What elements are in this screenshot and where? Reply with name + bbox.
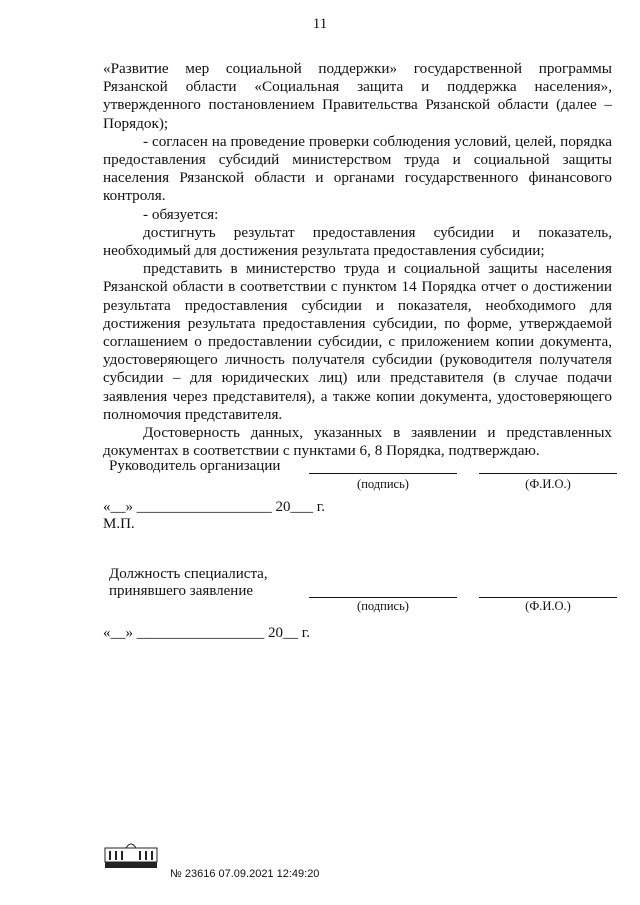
sig2-date: «__» _________________ 20__ г. bbox=[103, 625, 310, 641]
sig1-caption-signature: (подпись) bbox=[357, 477, 409, 491]
sig2-label-line2: принявшего заявление bbox=[109, 583, 254, 599]
sig1-name-line bbox=[479, 473, 617, 474]
document-registration-id: № 23616 07.09.2021 12:49:20 bbox=[170, 868, 320, 880]
paragraph-2: - согласен на проведение проверки соблюдения условий, целей, порядка предоставления субсидий министерством труда и социальной защиты населения Рязанской области и органами государственного финансового контроля. bbox=[103, 132, 612, 205]
paragraph-1: «Развитие мер социальной поддержки» государственной программы Рязанской области «Социальная защита и поддержка населения», утвержденного постановлением Правительства Рязанской области (далее – Порядок); bbox=[103, 60, 612, 132]
registry-logo-icon bbox=[104, 840, 158, 870]
sig2-name-line bbox=[479, 597, 617, 598]
sig2-label-line1: Должность специалиста, bbox=[109, 566, 268, 582]
sig1-caption-name: (Ф.И.О.) bbox=[525, 477, 571, 491]
sig2-caption-signature: (подпись) bbox=[357, 599, 409, 613]
paragraph-6: Достоверность данных, указанных в заявлении и представленных документах в соответствии с пунктами 6, 8 Порядка, подтверждаю. bbox=[103, 424, 612, 460]
sig1-date: «__» __________________ 20___ г. bbox=[103, 499, 325, 515]
page-number: 11 bbox=[312, 16, 328, 32]
sig2-caption-name: (Ф.И.О.) bbox=[525, 599, 571, 613]
paragraph-4: достигнуть результат предоставления субсидии и показатель, необходимый для достижения результата предоставления субсидии; bbox=[103, 223, 612, 260]
paragraph-5: представить в министерство труда и социальной защиты населения Рязанской области в соответствии с пунктом 14 Порядка отчет о достижении результата предоставления субсидии и показателя, необходимого для достижения результата предоставления субсидии, по форме, утверждаемой соглашением о предоставлении субсидии, с приложением копии документа, удостоверяющего личность получателя субсидии (руководителя получателя субсидии – для юридических лиц) или представителя (в случае подачи заявления через представителя), а также копии документа, удостоверяющего полномочия представителя. bbox=[103, 260, 612, 423]
sig2-signature-line bbox=[309, 597, 457, 598]
body-text bbox=[103, 60, 612, 460]
stamp-place: М.П. bbox=[103, 516, 135, 532]
sig1-signature-line bbox=[309, 473, 457, 474]
paragraph-3: - обязуется: bbox=[143, 205, 219, 223]
sig1-label: Руководитель организации bbox=[109, 458, 281, 474]
